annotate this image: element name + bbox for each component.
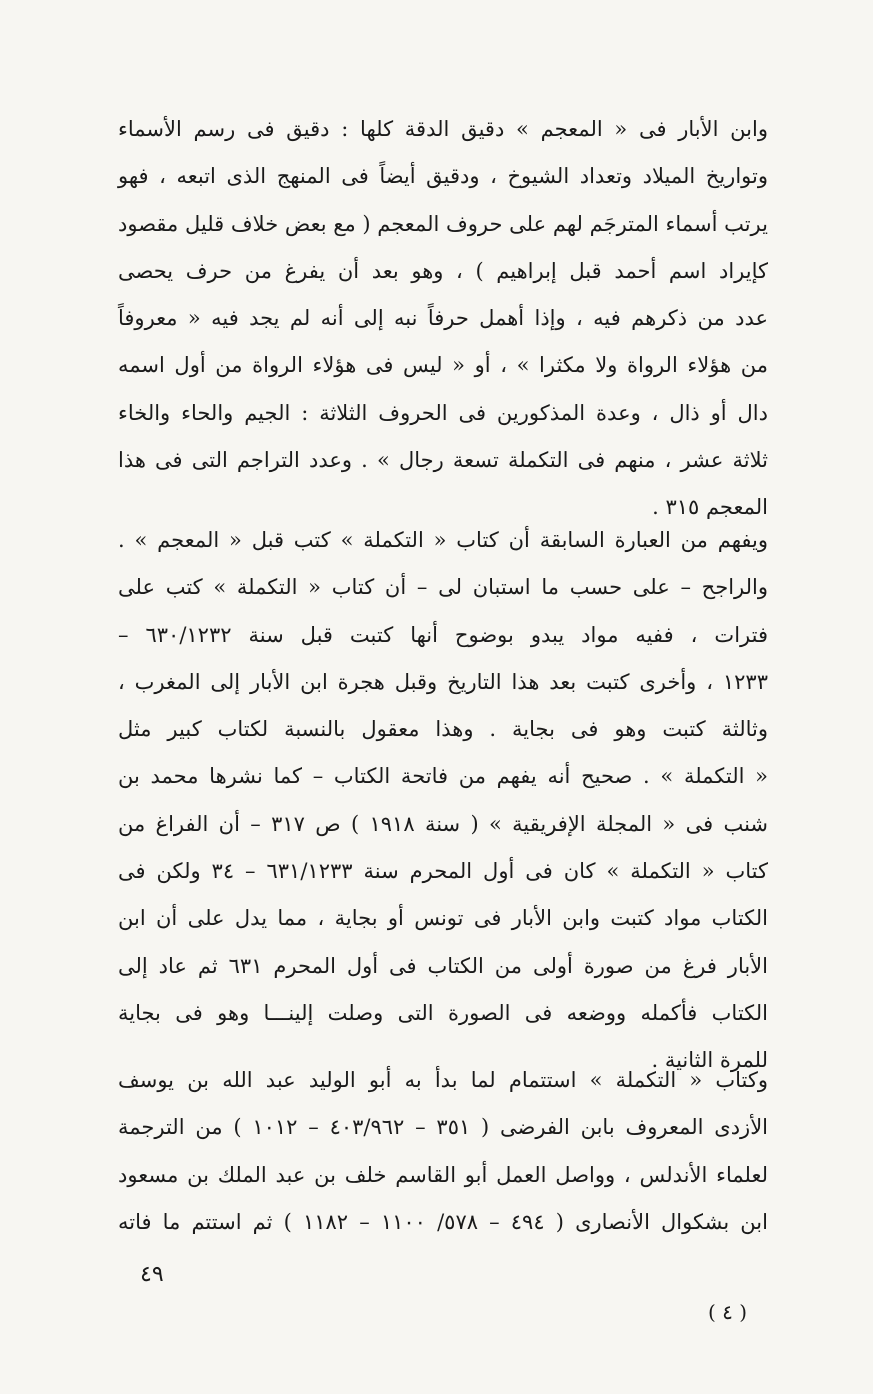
text-line: الأبار فرغ من صورة أولى من الكتاب فى أول المحرم ٦٣١ ثم عاد إلى — [118, 953, 768, 978]
text-line: لعلماء الأندلس ، وواصل العمل أبو القاسم خلف بن عبد الملك بن مسعود — [118, 1162, 768, 1187]
paragraph-1 — [118, 106, 768, 532]
text-line: « التكملة » . صحيح أنه يفهم من فاتحة الكتاب – كما نشرها محمد بن — [118, 764, 768, 789]
text-line: الكتاب مواد كتبت وابن الأبار فى تونس أو بجاية ، مما يدل على أن ابن — [118, 906, 768, 931]
text-line: المعجم ٣١٥ . — [652, 495, 768, 520]
text-line: ويفهم من العبارة السابقة أن كتاب « التكملة » كتب قبل « المعجم » . — [118, 528, 768, 552]
text-line: عدد من ذكرهم فيه ، وإذا أهمل حرفاً نبه إلى أنه لم يجد فيه « معروفاً — [118, 306, 768, 331]
text-line: دال أو ذال ، وعدة المذكورين فى الحروف الثلاثة : الجيم والحاء والخاء — [118, 400, 768, 425]
text-line: الأزدى المعروف بابن الفرضى ( ٣٥١ – ٤٠٣/٩٦٢ – ١٠١٢ ) من الترجمة — [118, 1115, 769, 1140]
text-line: للمرة الثانية . — [651, 1048, 768, 1073]
text-line: كتاب « التكملة » كان فى أول المحرم سنة ٦٣١/١٢٣٣ – ٣٤ ولكن فى — [118, 859, 768, 884]
paragraph-2 — [118, 517, 768, 1085]
text-line: والراجح – على حسب ما استبان لى – أن كتاب « التكملة » كتب على — [118, 575, 768, 600]
text-line: كإيراد اسم أحمد قبل إبراهيم ) ، وهو بعد أن يفرغ من حرف يحصى — [118, 258, 768, 283]
text-line: فترات ، ففيه مواد يبدو بوضوح أنها كتبت قبل سنة ٦٣٠/١٢٣٢ – — [118, 622, 768, 647]
text-line: الكتاب فأكمله ووضعه فى الصورة التى وصلت إلينـــا وهو فى بجاية — [118, 1000, 768, 1025]
text-line: يرتب أسماء المترجَم لهم على حروف المعجم ( مع بعض خلاف قليل مقصود — [118, 211, 768, 236]
text-line: وكتاب « التكملة » استتمام لما بدأ به أبو الوليد عبد الله بن يوسف — [118, 1068, 768, 1092]
text-line: ابن بشكوال الأنصارى ( ٤٩٤ – ٥٧٨/ ١١٠٠ – ١١٨٢ ) ثم استتم ما فاته — [118, 1209, 768, 1234]
text-line: وثالثة كتبت وهو فى بجاية . وهذا معقول بالنسبة لكتاب كبير مثل — [118, 717, 768, 742]
text-line: من هؤلاء الرواة ولا مكثرا » ، أو « ليس فى هؤلاء الرواة من أول اسمه — [118, 353, 768, 378]
text-line: ١٢٣٣ ، وأخرى كتبت بعد هذا التاريخ وقبل هجرة ابن الأبار إلى المغرب ، — [118, 669, 768, 694]
text-line: وتواريخ الميلاد وتعداد الشيوخ ، ودقيق أيضاً فى المنهج الذى اتبعه ، فهو — [118, 164, 768, 189]
page-number: ٤٩ — [140, 1262, 164, 1287]
paragraph-3 — [118, 1057, 768, 1246]
text-line: ثلاثة عشر ، منهم فى التكملة تسعة رجال » . وعدد التراجم التى فى هذا — [118, 448, 768, 473]
signature-mark: ( ٤ ) — [708, 1300, 748, 1324]
text-line: وابن الأبار فى « المعجم » دقيق الدقة كلها : دقيق فى رسم الأسماء — [118, 117, 768, 141]
text-line: شنب فى « المجلة الإفريقية » ( سنة ١٩١٨ ) ص ٣١٧ – أن الفراغ من — [118, 811, 769, 836]
